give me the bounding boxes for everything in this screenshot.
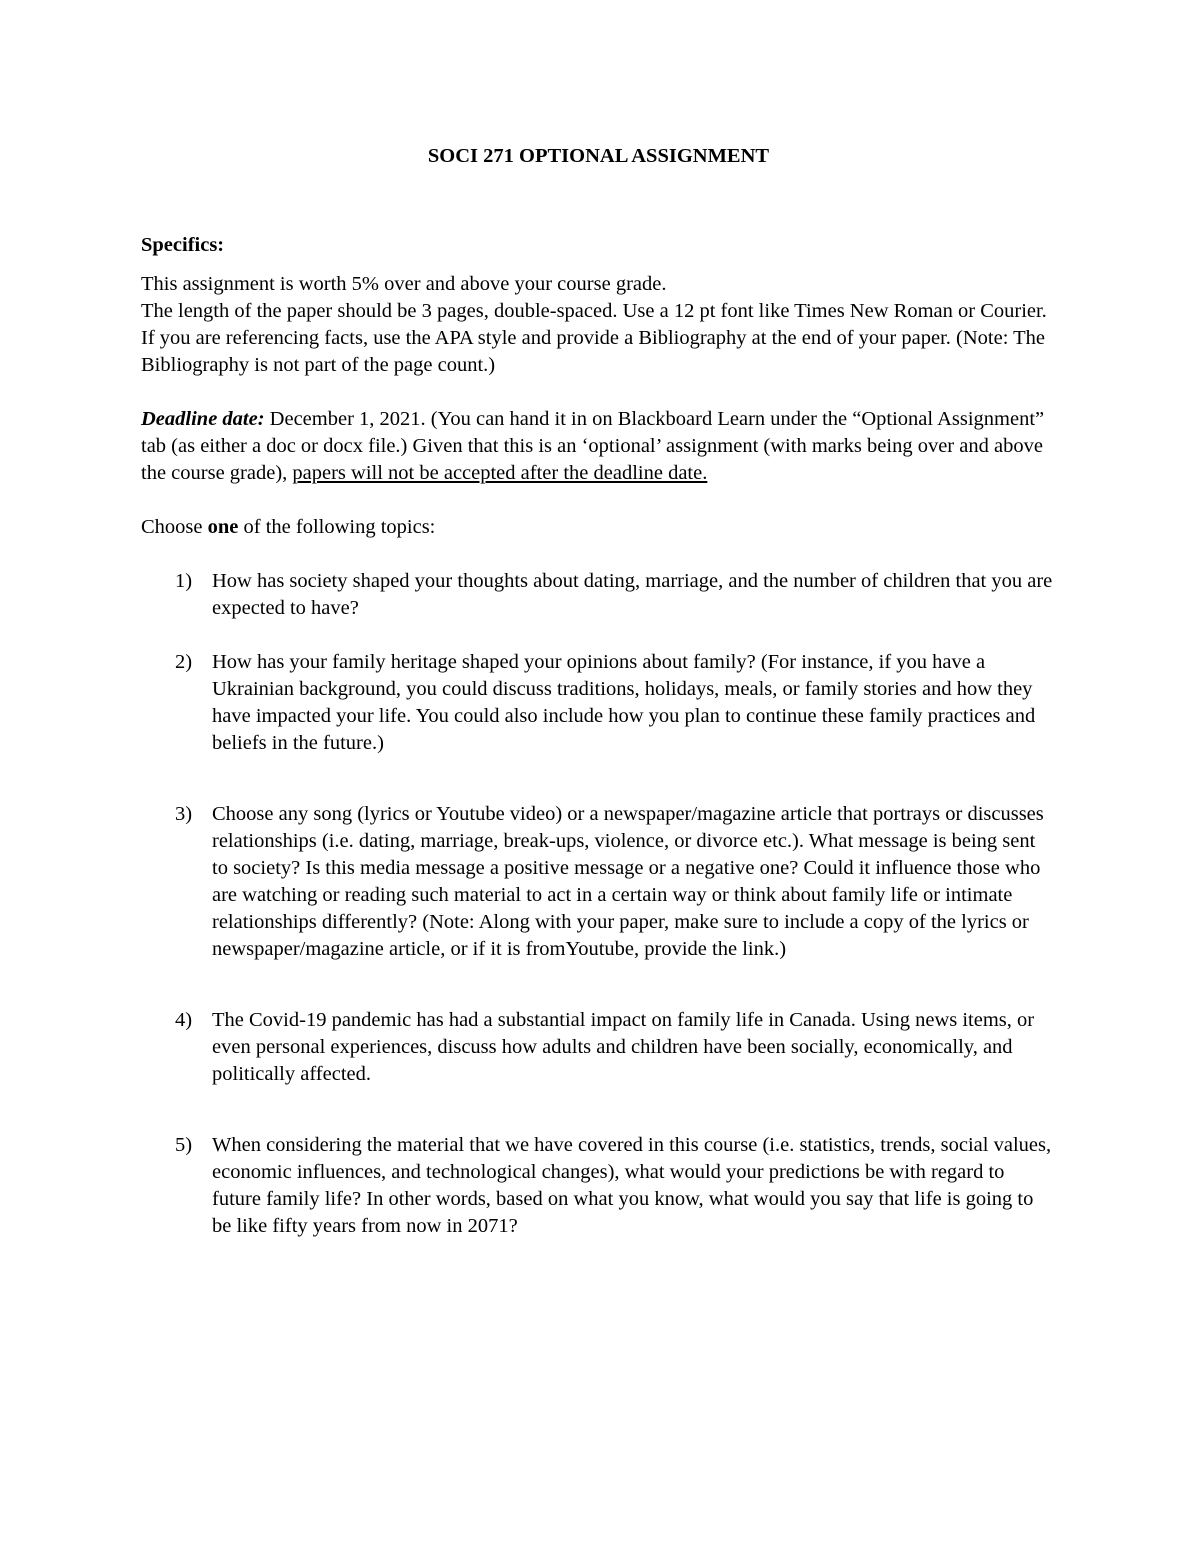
deadline-label: Deadline date: <box>141 408 265 430</box>
topic-item-3 <box>141 801 1056 963</box>
choose-before: Choose <box>141 516 208 538</box>
choose-instruction <box>141 514 1056 541</box>
topic-text: How has society shaped your thoughts about dating, marriage, and the number of children that you are expected to have? <box>212 570 1053 619</box>
topic-text: The Covid-19 pandemic has had a substantial impact on family life in Canada. Using news items, or even personal experiences, discuss how adults and children have been socially, economically, and politically affected. <box>212 1009 1035 1085</box>
deadline-warning: papers will not be accepted after the deadline date. <box>292 462 708 484</box>
topic-number: 2) <box>175 651 193 673</box>
topic-list <box>141 568 1056 1240</box>
topic-number: 3) <box>175 803 193 825</box>
specifics-heading: Specifics: <box>141 234 225 256</box>
topic-number: 1) <box>175 570 193 592</box>
choose-after: of the following topics: <box>238 516 436 538</box>
deadline-text: December 1, 2021. (You can hand it in on Blackboard Learn under the “Optional Assignment” tab (as either a doc or docx file.) Given that this is an ‘optional’ assignment (with marks being over and above the course grade), <box>141 408 1045 484</box>
topic-text: How has your family heritage shaped your opinions about family? (For instance, if you have a Ukrainian background, you could discuss traditions, holidays, meals, or family stories and how they have impacted your life. You could also include how you plan to continue these family practices and beliefs in the future.) <box>212 651 1036 754</box>
topic-item-4 <box>141 1007 1056 1088</box>
specifics-worth: This assignment is worth 5% over and above your course grade. <box>141 273 667 295</box>
document-page <box>141 140 1056 1240</box>
document-title: SOCI 271 OPTIONAL ASSIGNMENT <box>427 145 770 167</box>
topic-item-5 <box>141 1132 1056 1240</box>
topic-item-2 <box>141 649 1056 757</box>
deadline-paragraph <box>141 406 1056 487</box>
topic-text: When considering the material that we have covered in this course (i.e. statistics, trends, social values, economic influences, and technological changes), what would your predictions be with regard to future family life? In other words, based on what you know, what would you say that life is going to be like fifty years from now in 2071? <box>212 1134 1052 1237</box>
topic-text: Choose any song (lyrics or Youtube video) or a newspaper/magazine article that portrays or discusses relationships (i.e. dating, marriage, break-ups, violence, or divorce etc.). What message is being sent to society? Is this media message a positive message or a negative one? Could it influence those who are watching or reading such material to act in a certain way or think about family life or intimate relationships differently? (Note: Along with your paper, make sure to include a copy of the lyrics or newspaper/magazine article, or if it is fromYoutube, provide the link.) <box>212 803 1044 960</box>
topic-number: 5) <box>175 1134 193 1156</box>
choose-emphasis: one <box>207 516 239 538</box>
specifics-length: The length of the paper should be 3 pages, double-spaced. Use a 12 pt font like Times New Roman or Courier. If you are referencing facts, use the APA style and provide a Bibliography at the end of your paper. (Note: The Bibliography is not part of the page count.) <box>141 300 1047 376</box>
topic-item-1 <box>141 568 1056 622</box>
topic-number: 4) <box>175 1009 193 1031</box>
